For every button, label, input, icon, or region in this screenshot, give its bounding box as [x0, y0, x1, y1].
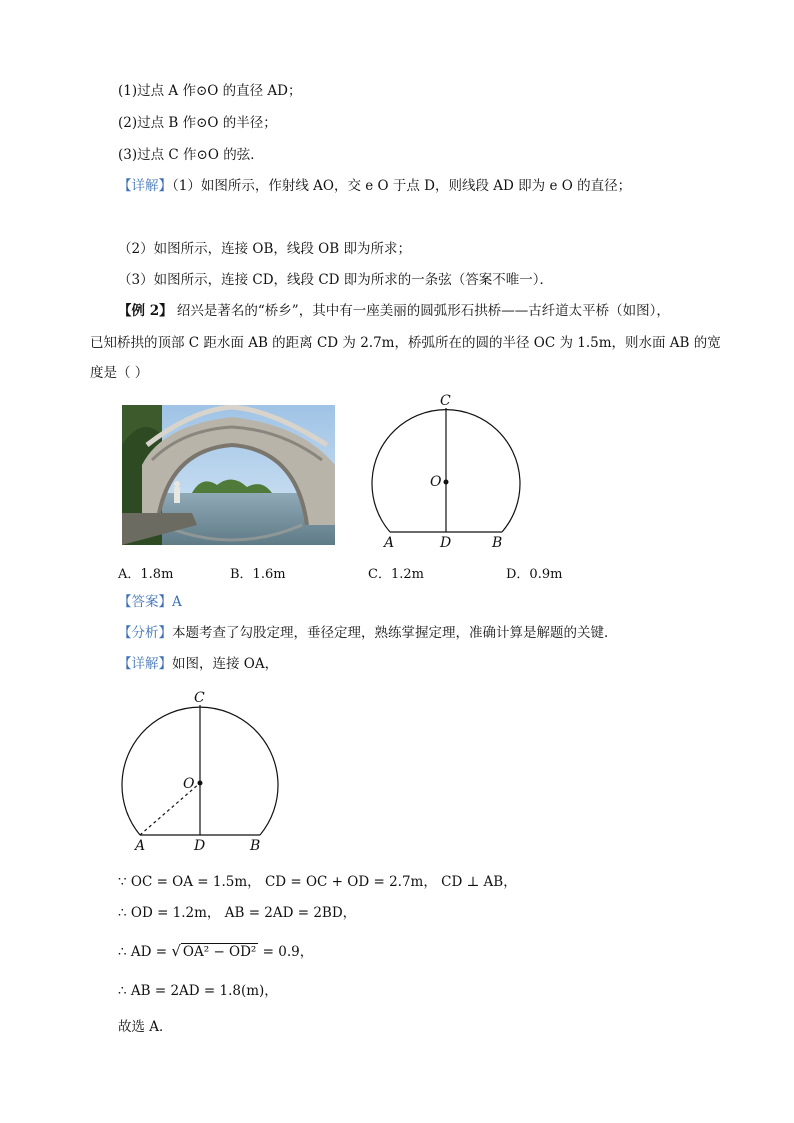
step-5: 故选 A．	[118, 1019, 173, 1035]
example-2-line-3: 度是（ ）	[90, 365, 149, 381]
label-o-1: O	[430, 474, 442, 490]
detail-1-text: （1）如图所示，作射线 AO，交 e O 于点 D，则线段 AD 即为 e O 的直径；	[172, 178, 632, 194]
analysis-tag: 【分析】	[118, 625, 172, 641]
item-2: (2)过点 B 作⊙O 的半径；	[118, 115, 277, 131]
detail-4-tag: 【详解】	[118, 656, 172, 672]
analysis-line	[118, 624, 618, 642]
center-point-1	[444, 480, 449, 485]
detail-4-text: 如图，连接 OA，	[172, 656, 279, 672]
analysis-text: 本题考查了勾股定理，垂径定理，熟练掌握定理，准确计算是解题的关键．	[172, 625, 618, 641]
example-2-text-1: 绍兴是著名的“桥乡”，其中有一座美丽的圆弧形石拱桥——古纤道太平桥（如图），	[172, 303, 670, 319]
label-b-2: B	[250, 838, 261, 853]
answer-line	[118, 593, 182, 611]
label-o-2: O	[183, 776, 195, 792]
detail-tag: 【详解】	[118, 178, 172, 194]
step-2: ∴ OD = 1.2m， AB = 2AD = 2BD，	[118, 905, 357, 921]
circle-figure-2	[110, 688, 290, 853]
step-3-radicand: OA² − OD²	[182, 944, 257, 960]
bridge-photo	[122, 405, 335, 545]
example-2-line-2: 已知桥拱的顶部 C 距水面 AB 的距离 CD 为 2.7m，桥弧所在的圆的半径 OC 为 1.5m，则水面 AB 的宽	[90, 335, 721, 351]
step-3-prefix: ∴ AD =	[118, 944, 172, 960]
label-a-1: A	[384, 535, 395, 550]
sqrt-symbol: √	[171, 942, 181, 960]
center-point-2	[198, 781, 203, 786]
label-a-2: A	[135, 838, 146, 853]
label-c-2: C	[194, 690, 205, 706]
label-d-2: D	[194, 838, 206, 853]
detail-3: （3）如图所示，连接 CD，线段 CD 即为所求的一条弦（答案不唯一）．	[118, 272, 554, 288]
detail-2: （2）如图所示，连接 OB，线段 OB 即为所求；	[118, 241, 411, 257]
item-3: (3)过点 C 作⊙O 的弦．	[118, 147, 264, 163]
answer-value: A	[172, 594, 182, 610]
item-1: (1)过点 A 作⊙O 的直径 AD；	[118, 83, 302, 99]
option-d: D．0.9m	[506, 567, 563, 582]
option-b: B．1.6m	[230, 567, 286, 582]
option-c: C．1.2m	[368, 567, 424, 582]
example-2-line-1	[118, 302, 670, 320]
answer-tag: 【答案】	[118, 594, 172, 610]
option-a: A．1.8m	[118, 567, 174, 582]
detail-4	[118, 655, 278, 673]
label-c-1: C	[440, 393, 451, 409]
label-d-1: D	[440, 535, 452, 550]
label-b-1: B	[492, 535, 503, 550]
circle-figure-1	[362, 390, 532, 550]
step-1: ∵ OC = OA = 1.5m， CD = OC + OD = 2.7m， CD ⊥ AB，	[118, 874, 517, 890]
example-2-tag: 【例 2】	[118, 303, 173, 319]
step-4: ∴ AB = 2AD = 1.8(m)，	[118, 983, 278, 999]
step-3	[118, 942, 313, 961]
step-3-suffix: = 0.9，	[258, 944, 314, 960]
detail-1	[118, 177, 631, 195]
